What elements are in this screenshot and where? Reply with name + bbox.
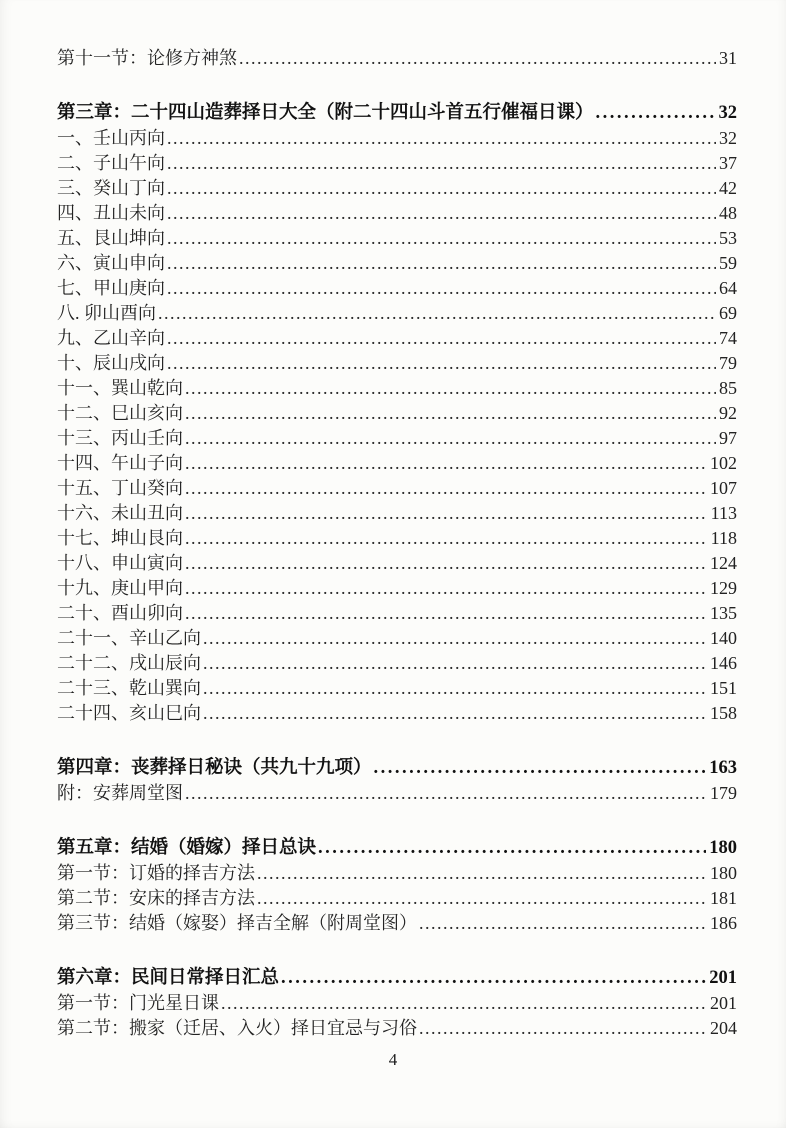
toc-row — [57, 651, 737, 676]
toc-row — [57, 176, 737, 201]
toc-entry-page: 32 — [719, 128, 737, 148]
toc-row — [57, 861, 737, 886]
toc-leader-dots — [203, 626, 707, 651]
toc-entry-label: 第三节：结婚（嫁娶）择吉全解（附周堂图） — [57, 913, 417, 933]
toc-entry-label: 第十一节：论修方神煞 — [57, 48, 237, 68]
toc-entry-page: 180 — [710, 863, 737, 883]
toc-row — [57, 401, 737, 426]
toc-leader-dots — [239, 46, 716, 71]
toc-entry-label: 二十、酉山卯向 — [57, 603, 183, 623]
toc-row — [57, 426, 737, 451]
toc-entry-page: 118 — [710, 528, 737, 548]
toc-entry-page: 53 — [719, 228, 737, 248]
toc-entry-label: 十六、未山丑向 — [57, 503, 183, 523]
toc-entry-label: 二十二、戌山辰向 — [57, 653, 201, 673]
page-footer — [0, 1050, 786, 1070]
toc-entry-label: 六、寅山申向 — [57, 253, 165, 273]
toc-entry-page: 151 — [710, 678, 737, 698]
toc-entry-page: 92 — [719, 403, 737, 423]
toc-leader-dots — [318, 836, 706, 861]
toc-entry-label: 三、癸山丁向 — [57, 178, 165, 198]
toc-entry-label: 十七、坤山艮向 — [57, 528, 183, 548]
toc-leader-dots — [257, 886, 707, 911]
toc-row — [57, 626, 737, 651]
toc-entry-label: 第五章：结婚（婚嫁）择日总诀 — [57, 838, 317, 858]
toc-entry-label: 七、甲山庚向 — [57, 278, 165, 298]
page-number: 4 — [388, 1050, 398, 1069]
toc-entry-page: 124 — [710, 553, 737, 573]
toc-entry-label: 第一节：门光星日课 — [57, 993, 219, 1013]
toc-entry-page: 181 — [710, 888, 737, 908]
toc-row — [57, 991, 737, 1016]
toc-entry-page: 129 — [710, 578, 737, 598]
toc-row — [57, 201, 737, 226]
toc-row — [57, 676, 737, 701]
toc-row — [57, 526, 737, 551]
toc-row — [57, 836, 737, 861]
toc-entry-label: 第三章：二十四山造葬择日大全（附二十四山斗首五行催福日课） — [57, 103, 594, 123]
toc-leader-dots — [167, 176, 716, 201]
toc-leader-dots — [185, 576, 707, 601]
toc-leader-dots — [185, 376, 716, 401]
toc-leader-dots — [185, 501, 708, 526]
toc-leader-dots — [203, 651, 707, 676]
toc-row — [57, 126, 737, 151]
toc-entry-page: 42 — [719, 178, 737, 198]
toc-entry-page: 180 — [709, 838, 737, 858]
toc-leader-dots — [185, 401, 716, 426]
toc-row — [57, 251, 737, 276]
toc-row — [57, 551, 737, 576]
toc-row — [57, 101, 737, 126]
toc-entry-page: 158 — [710, 703, 737, 723]
toc-entry-label: 二十一、辛山乙向 — [57, 628, 201, 648]
toc-row — [57, 1016, 737, 1041]
toc-entry-label: 第四章：丧葬择日秘诀（共九十九项） — [57, 758, 372, 778]
toc-row — [57, 781, 737, 806]
toc-leader-dots — [167, 351, 716, 376]
toc-row — [57, 911, 737, 936]
toc-leader-dots — [167, 151, 716, 176]
toc-entry-page: 64 — [719, 278, 737, 298]
toc-leader-dots — [185, 526, 708, 551]
toc-row — [57, 601, 737, 626]
toc-leader-dots — [167, 326, 716, 351]
toc-row — [57, 301, 737, 326]
toc-entry-page: 79 — [719, 353, 737, 373]
toc-entry-page: 69 — [719, 303, 737, 323]
toc-entry-label: 第二节：安床的择吉方法 — [57, 888, 255, 908]
toc-entry-label: 第六章：民间日常择日汇总 — [57, 968, 280, 988]
toc-leader-dots — [419, 1016, 707, 1041]
toc-row — [57, 886, 737, 911]
toc-row — [57, 756, 737, 781]
toc-row — [57, 46, 737, 71]
toc-leader-dots — [158, 301, 716, 326]
toc-list — [57, 46, 737, 1041]
toc-entry-label: 一、壬山丙向 — [57, 128, 165, 148]
toc-row — [57, 476, 737, 501]
toc-entry-page: 48 — [719, 203, 737, 223]
toc-row — [57, 501, 737, 526]
toc-row — [57, 326, 737, 351]
toc-entry-label: 八. 卯山酉向 — [57, 303, 156, 323]
toc-row — [57, 701, 737, 726]
toc-entry-page: 135 — [710, 603, 737, 623]
toc-entry-page: 102 — [710, 453, 737, 473]
toc-leader-dots — [185, 476, 707, 501]
toc-entry-label: 十三、丙山壬向 — [57, 428, 183, 448]
toc-entry-page: 32 — [718, 103, 737, 123]
toc-entry-label: 十一、巽山乾向 — [57, 378, 183, 398]
toc-entry-page: 179 — [710, 783, 737, 803]
toc-row — [57, 226, 737, 251]
toc-entry-label: 十、辰山戌向 — [57, 353, 165, 373]
toc-entry-label: 四、丑山未向 — [57, 203, 165, 223]
toc-leader-dots — [185, 551, 707, 576]
toc-leader-dots — [257, 861, 707, 886]
toc-entry-label: 五、艮山坤向 — [57, 228, 165, 248]
toc-leader-dots — [167, 251, 716, 276]
toc-entry-page: 163 — [709, 758, 737, 778]
toc-entry-label: 十二、巳山亥向 — [57, 403, 183, 423]
toc-leader-dots — [419, 911, 707, 936]
toc-leader-dots — [281, 966, 706, 991]
toc-leader-dots — [167, 226, 716, 251]
toc-entry-page: 201 — [709, 968, 737, 988]
toc-leader-dots — [374, 756, 707, 781]
toc-entry-page: 107 — [710, 478, 737, 498]
toc-entry-label: 附：安葬周堂图 — [57, 783, 183, 803]
toc-entry-label: 十五、丁山癸向 — [57, 478, 183, 498]
toc-row — [57, 351, 737, 376]
toc-entry-page: 31 — [719, 48, 737, 68]
toc-row — [57, 576, 737, 601]
toc-leader-dots — [221, 991, 707, 1016]
toc-leader-dots — [203, 701, 707, 726]
toc-entry-page: 59 — [719, 253, 737, 273]
toc-entry-page: 204 — [710, 1018, 737, 1038]
toc-entry-page: 97 — [719, 428, 737, 448]
toc-entry-label: 二十三、乾山巽向 — [57, 678, 201, 698]
toc-entry-page: 140 — [710, 628, 737, 648]
toc-leader-dots — [185, 601, 707, 626]
toc-entry-page: 74 — [719, 328, 737, 348]
toc-leader-dots — [185, 426, 716, 451]
toc-row — [57, 151, 737, 176]
toc-leader-dots — [167, 126, 716, 151]
toc-entry-label: 十九、庚山甲向 — [57, 578, 183, 598]
toc-row — [57, 966, 737, 991]
toc-entry-label: 第一节：订婚的择吉方法 — [57, 863, 255, 883]
toc-entry-page: 186 — [710, 913, 737, 933]
toc-entry-page: 85 — [719, 378, 737, 398]
toc-entry-label: 二、子山午向 — [57, 153, 165, 173]
toc-leader-dots — [185, 781, 707, 806]
toc-leader-dots — [185, 451, 707, 476]
toc-entry-page: 146 — [710, 653, 737, 673]
toc-entry-label: 二十四、亥山巳向 — [57, 703, 201, 723]
toc-entry-label: 十四、午山子向 — [57, 453, 183, 473]
toc-entry-label: 十八、申山寅向 — [57, 553, 183, 573]
toc-leader-dots — [167, 276, 716, 301]
toc-leader-dots — [596, 101, 716, 126]
toc-row — [57, 451, 737, 476]
toc-leader-dots — [203, 676, 707, 701]
toc-entry-page: 37 — [719, 153, 737, 173]
toc-entry-label: 九、乙山辛向 — [57, 328, 165, 348]
toc-entry-label: 第二节：搬家（迁居、入火）择日宜忌与习俗 — [57, 1018, 417, 1038]
toc-row — [57, 276, 737, 301]
toc-row — [57, 376, 737, 401]
toc-leader-dots — [167, 201, 716, 226]
toc-entry-page: 201 — [710, 993, 737, 1013]
toc-entry-page: 113 — [710, 503, 737, 523]
